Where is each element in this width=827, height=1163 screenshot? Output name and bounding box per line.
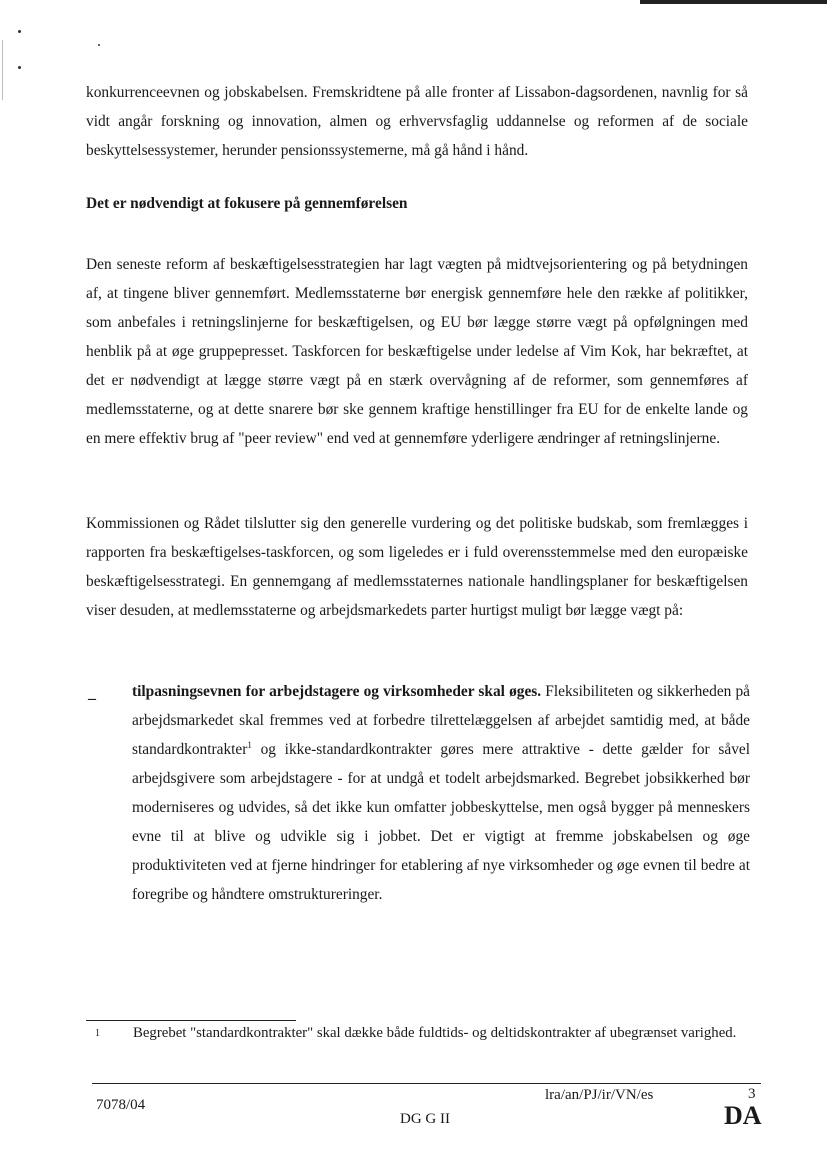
bullet-text-part2: og ikke-standardkontrakter gøres mere attraktive - dette gælder for såvel arbejdsgivere som arbejdstagere - for at undgå et todelt arbejdsmarked. Begrebet jobsikkerhed bør moderniseres og udvides, så det ikke kun omfatter jobbeskyttelse, men også bygger på menneskers evne til at blive og udvikle sig i jobbet. Det er vigtigt at fremme jobskabelsen og øge produktiviteten ved at fjerne hindringer for etablering af nye virksomheder og øge evnen til bedre at foregribe og håndtere omstruktureringer. [132, 741, 750, 903]
paragraph-implementation: Den seneste reform af beskæftigelsesstrategien har lagt vægten på midtvejsorientering og på betydningen af, at tingene bliver gennemført. Medlemsstaterne bør energisk gennemføre hele den række af politikker, som anbefales i retningslinjerne for beskæftigelsen, og EU bør lægge større vægt på opfølgningen med henblik på at øge gruppepresset. Taskforcen for beskæftigelse under ledelse af Vim Kok, har bekræftet, at det er nødvendigt at lægge større vægt på en stærk overvågning af de reformer, som gennemføres af medlemsstaterne, og at dette snarere bør ske gennem kraftige henstillinger fra EU for de enkelte lande og en mere effektiv brug af "peer review" end ved at gennemføre yderligere ændringer af retningslinjerne. [86, 256, 748, 447]
intro-paragraph: konkurrenceevnen og jobskabelsen. Fremskridtene på alle fronter af Lissabon-dagsordenen, navnlig for så vidt angår forskning og innovation, almen og erhvervsfaglig uddannelse og reformen af de sociale beskyttelsessystemer, herunder pensionssystemerne, må gå hånd i hånd. [86, 84, 748, 159]
section-heading: Det er nødvendigt at fokusere på gennemførelsen [86, 195, 408, 212]
footnote-reference[interactable]: 1 [247, 739, 252, 750]
bullet-marker: – [88, 690, 96, 707]
bullet-text-part1: Fleksibiliteten og sikkerheden på arbejdsmarkedet skal fremmes ved at forbedre tilrettelæggelsen af arbejdet samtidig med, at både standardkontrakter [132, 683, 751, 758]
footer-reference: lra/an/PJ/ir/VN/es [545, 1087, 654, 1103]
footer-page-number: 3 [748, 1086, 756, 1102]
footnote-number: 1 [95, 1028, 100, 1039]
paragraph-council-assessment: Kommissionen og Rådet tilslutter sig den generelle vurdering og det politiske budskab, som fremlægges i rapporten fra beskæftigelses-taskforcen, og som ligeledes er i fuld overensstemmelse med den europæiske beskæftigelsesstrategi. En gennemgang af medlemsstaternes nationale handlingsplaner for beskæftigelsen viser desuden, at medlemsstaterne og arbejdsmarkedets parter hurtigst muligt bør lægge vægt på: [86, 515, 748, 619]
scan-edge-mark [640, 0, 827, 4]
footnote-text: Begrebet "standardkontrakter" skal dække både fuldtids- og deltidskontrakter af ubegrænset varighed. [133, 1025, 737, 1041]
footer-separator [92, 1083, 761, 1084]
scan-edge-line [2, 40, 3, 100]
scan-speck [98, 44, 100, 46]
scan-speck [18, 30, 21, 33]
footer-doc-code: 7078/04 [96, 1097, 146, 1113]
footer-department: DG G II [400, 1111, 450, 1127]
footnote-separator [86, 1020, 296, 1021]
bullet-lead: tilpasningsevnen for arbejdstagere og virksomheder skal øges. [132, 683, 542, 700]
scan-speck [18, 66, 21, 69]
footer-language-code: DA [724, 1101, 762, 1130]
bullet-item-adaptability [132, 677, 750, 909]
